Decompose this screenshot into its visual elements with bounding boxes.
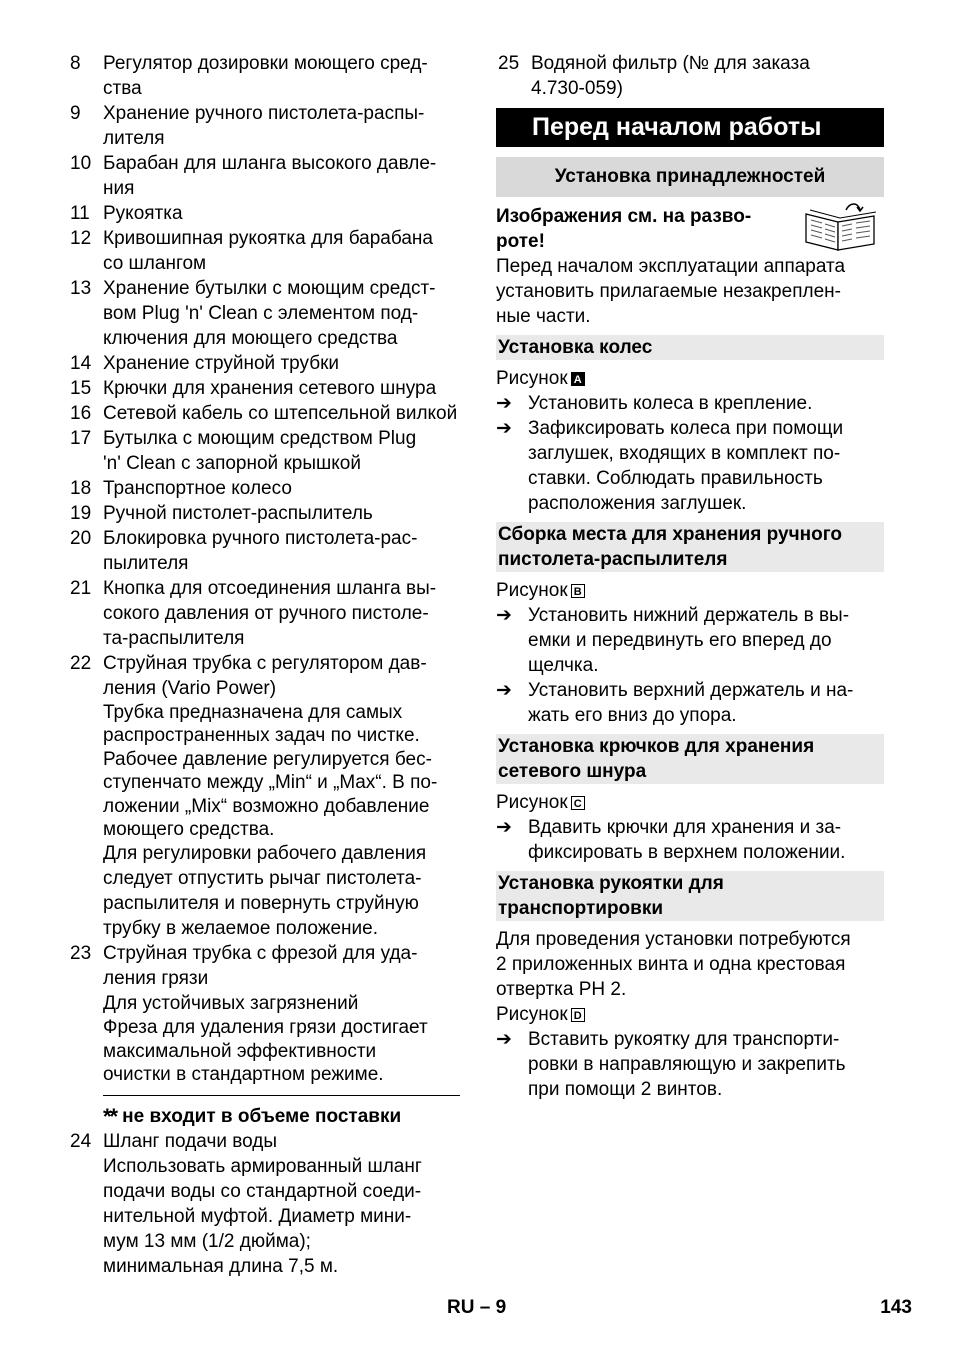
arrow-right-icon: ➔ [496,418,512,439]
item-number: 24 [70,1130,92,1152]
right-column [496,51,884,1102]
instruction-step [496,1027,884,1102]
list-item [68,376,460,401]
list-item [68,1129,460,1154]
item-number: 15 [70,378,92,399]
item-number: 13 [70,278,92,299]
instruction-step [496,416,884,516]
list-item [68,501,460,526]
item-text: Шланг подачи воды [103,1130,278,1152]
list-item [68,351,460,376]
item-text: Хранение бутылки с моющим средст- вом Plug 'n' Clean с элементом под- ключения для моющего средства [103,278,436,349]
item-text: Рукоятка [103,203,183,224]
figure-letter-icon: A [571,372,585,386]
item-number: 22 [70,653,92,674]
footer-language-page: RU – 9 [447,1297,507,1318]
figure-reference [496,366,884,391]
step-text: Установить нижний держатель в вы- емки и передвинуть его вперед до щелчка. [528,605,850,676]
list-item [68,476,460,501]
item-text: Хранение струйной трубки [103,353,340,374]
step-text: Установить колеса в крепление. [528,393,813,414]
subsection-heading: Установка принадлежностей [496,157,884,197]
instruction-step [496,815,884,865]
item-number: 8 [70,53,81,74]
list-item [68,151,460,201]
arrow-right-icon: ➔ [496,817,512,838]
list-item [68,101,460,151]
item-text: Сетевой кабель со штепсельной вилкой [103,403,458,424]
instruction-step [496,391,884,416]
item-number: 16 [70,403,92,424]
not-included-note [68,1104,460,1129]
item22-description [68,701,460,941]
list-item [68,51,460,101]
list-item [68,576,460,651]
item-text: Блокировка ручного пистолета-рас- пылителя [103,528,418,574]
instruction-step [496,603,884,678]
section-heading: Перед началом работы [496,108,884,147]
list-item [68,426,460,476]
figure-label: Рисунок [496,580,568,601]
arrow-right-icon: ➔ [496,1029,512,1050]
item23-description [68,991,460,1086]
procedure-heading: Установка крючков для хранения сетевого шнура [496,734,884,784]
item-number: 14 [70,353,92,374]
item-text: Транспортное колесо [103,478,292,499]
list-item [68,401,460,426]
step-text: Вставить рукоятку для транспорти- ровки в направляющую и закрепить при помощи 2 винтов. [528,1029,846,1100]
list-item [68,941,460,991]
item23-paragraph: Фреза для удаления грязи достигает максимальной эффективности очистки в стандартном режиме. [103,1017,428,1086]
item-number: 12 [70,228,92,249]
item-number: 9 [70,103,81,124]
item-number: 20 [70,528,92,549]
item-number: 23 [70,943,92,965]
item-number: 19 [70,503,92,524]
list-item [68,526,460,576]
parts-list [68,51,460,701]
figure-label: Рисунок [496,792,568,813]
list-item [68,276,460,351]
item-number: 25 [498,53,520,74]
item-number: 21 [70,578,92,599]
double-asterisk-icon: ** [103,1103,117,1129]
list-item [68,226,460,276]
figure-label: Рисунок [496,368,568,389]
page-number: 143 [880,1297,912,1318]
item-text: Кнопка для отсоединения шланга вы- сокого давления от ручного пистоле- та-распылителя [103,578,437,649]
images-note: Изображения см. на разво- роте! [496,206,752,252]
arrow-right-icon: ➔ [496,605,512,626]
list-item [68,651,460,701]
separator-line [103,1095,460,1096]
figure-letter-icon: B [571,584,585,598]
item-number: 17 [70,428,92,449]
item-text: Регулятор дозировки моющего сред- ства [103,53,428,99]
item-number: 10 [70,153,92,174]
figure-letter-icon: C [571,796,585,810]
item-number: 18 [70,478,92,499]
procedure-intro: Для проведения установки потребуются 2 приложенных винта и одна крестовая отвертка PH 2. [496,929,851,1000]
open-book-icon [802,200,884,252]
item-number: 11 [70,203,90,224]
figure-reference [496,578,884,603]
figure-letter-icon: D [571,1008,585,1022]
arrow-right-icon: ➔ [496,680,512,701]
left-column [68,51,460,1279]
item-text: Крючки для хранения сетевого шнура [103,378,437,399]
procedure-heading: Установка рукоятки для транспортировки [496,871,884,921]
item22-paragraph: Трубка предназначена для самых распространенных задач по чистке. Рабочее давление регулируется бес- ступенчато между „Min“ и „Max“. В по- ложении „Mix“ возможно добавление моющего средства. [103,702,438,841]
item-text: Водяной фильтр (№ для заказа 4.730-059) [531,53,810,99]
step-text: Вдавить крючки для хранения и за- фиксировать в верхнем положении. [528,817,846,863]
installation-sections [496,335,884,1102]
list-item [496,51,884,101]
item-text: Хранение ручного пистолета-распы- лителя [103,103,425,149]
procedure-heading: Сборка места для хранения ручного пистолета-распылителя [496,522,884,572]
item-text: Струйная трубка с регулятором дав- ления (Vario Power) [103,653,427,699]
step-text: Установить верхний держатель и на- жать его вниз до упора. [528,680,854,726]
arrow-right-icon: ➔ [496,393,512,414]
step-text: Зафиксировать колеса при помощи заглушек, входящих в комплект по- ставки. Соблюдать правильность расположения заглушек. [528,418,844,514]
figure-reference [496,1002,884,1027]
note-text: не входит в объеме поставки [122,1105,402,1127]
item22-paragraph: Для регулировки рабочего давления следует отпустить рычаг пистолета- распылителя и повернуть струйную трубку в желаемое положение. [103,843,427,940]
item-text: Бутылка с моющим средством Plug 'n' Clean с запорной крышкой [103,428,417,474]
images-note-block [496,204,884,254]
procedure-heading: Установка колес [496,335,884,360]
item-text: Ручной пистолет-распылитель [103,503,373,524]
item-text: Барабан для шланга высокого давле- ния [103,153,437,199]
item-text: Струйная трубка с фрезой для уда- ления грязи [103,943,418,990]
item24-description: Использовать армированный шланг подачи воды со стандартной соеди- нительной муфтой. Диаметр мини- мум 13 мм (1/2 дюйма); минимальная длина 7,5 м. [103,1155,422,1277]
list-item [68,201,460,226]
figure-reference [496,790,884,815]
item-text: Кривошипная рукоятка для барабана со шлангом [103,228,433,274]
instruction-step [496,678,884,728]
item23-paragraph: Для устойчивых загрязнений [103,993,359,1015]
intro-text: Перед началом эксплуатации аппарата установить прилагаемые незакреплен- ные части. [496,256,846,327]
figure-label: Рисунок [496,1004,568,1025]
